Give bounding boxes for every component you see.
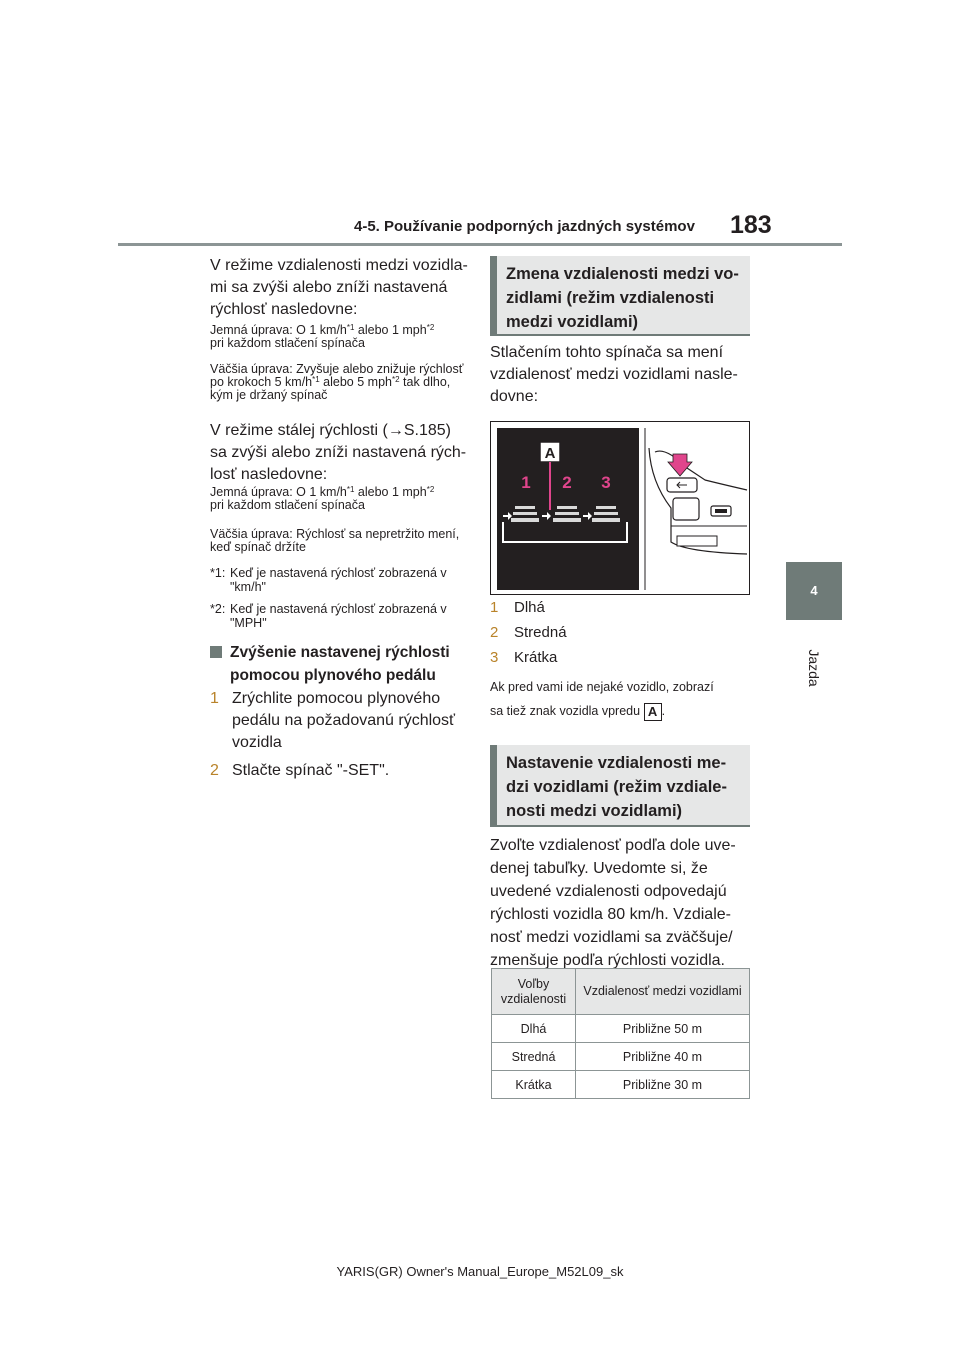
distance-label-3: 3 <box>601 473 611 492</box>
table-row <box>492 1043 750 1071</box>
footer-manual-id: YARIS(GR) Owner's Manual_Europe_M52L09_sk <box>336 1264 624 1279</box>
paragraph-change-distance: Stlačením tohto spínača sa mení vzdialenosť medzi vozidlami nasle-dovne: <box>490 344 738 405</box>
footnote-text: Keď je nastavená rýchlosť zobrazená v "MPH" <box>230 602 447 630</box>
table-header-row <box>492 969 750 1015</box>
footnote-ref: *1 <box>346 323 355 332</box>
note-end: . <box>661 704 666 718</box>
footnote-ref: *2 <box>391 375 400 384</box>
fine-adjust-text: alebo 1 mph <box>354 485 427 499</box>
footnote-text: Keď je nastavená rýchlosť zobrazená v "km/h" <box>230 566 447 594</box>
fine-adjust-text: alebo 1 mph <box>354 323 427 337</box>
footnote-2 <box>210 602 472 630</box>
note-text: Ak pred vami ide nejaké vozidlo, zobrazí <box>490 680 714 694</box>
vehicle-ahead-note <box>490 675 750 723</box>
distance-item-3 <box>490 648 750 668</box>
large-adjust-note-2: Väčšia úprava: Rýchlosť sa nepretržito mení, keď spínač držíte <box>210 527 460 554</box>
item-text: Stredná <box>514 624 567 641</box>
side-button-slot <box>715 509 727 513</box>
distance-bars-2 <box>553 506 581 522</box>
heading-set-distance: Nastavenie vzdialenosti me-dzi vozidlami (režim vzdiale-nosti medzi vozidlami) <box>490 745 750 827</box>
distance-bars-3 <box>592 506 620 522</box>
item-text: Dlhá <box>514 599 545 616</box>
large-adjust-text: tak dlho, kým je držaný spínač <box>210 375 451 402</box>
footnote-ref: *2 <box>426 485 435 494</box>
step-2 <box>210 760 472 782</box>
subheading-text: Zvýšenie nastavenej rýchlosti pomocou plynového pedálu <box>230 644 450 684</box>
fine-adjust-text: pri každom stlačení spínača <box>210 336 365 350</box>
figure-svg <box>491 422 750 595</box>
footnote-ref: *2 <box>426 323 435 332</box>
intro-distance-mode: V režime vzdialenosti medzi vozidla-mi sa zvýši alebo zníži nastavená rýchlosť nasledovne: <box>210 257 468 318</box>
step-number: 2 <box>210 762 219 779</box>
large-adjust-note-1 <box>210 363 472 402</box>
paragraph-set-distance: Zvoľte vzdialenosť podľa dole uve-denej tabuľky. Uvedomte si, že uvedené vzdialenosti odpovedajú rýchlosti vozidla 80 km/h. Vzdiale-nosť medzi vozidlami sa zväčšuje/ zmenšuje podľa rýchlosti vozidla. <box>490 837 736 969</box>
chapter-label: Jazda <box>806 649 822 687</box>
table-header: Vzdialenosť medzi vozidlami <box>576 969 750 1015</box>
intro-constant-mode: V režime stálej rýchlosti (→S.185) sa zvýši alebo zníži nastavená rých-losť nasledovne: <box>210 422 467 483</box>
cruise-switch <box>673 498 699 520</box>
footnote-mark: *2: <box>210 602 226 616</box>
step-text: Zrýchlite pomocou plynového pedálu na požadovanú rýchlosť vozidla <box>232 690 456 751</box>
fine-adjust-text: Jemná úprava: O 1 km/h <box>210 485 347 499</box>
table-cell: Približne 40 m <box>576 1043 750 1071</box>
table-cell: Dlhá <box>492 1015 576 1043</box>
table-cell: Približne 50 m <box>576 1015 750 1043</box>
table-cell: Približne 30 m <box>576 1071 750 1099</box>
header-rule <box>118 243 842 246</box>
table-row <box>492 1015 750 1043</box>
item-number: 2 <box>490 624 499 641</box>
footnote-ref: *1 <box>312 375 320 384</box>
footnote-mark: *1: <box>210 566 226 580</box>
note-text: sa tiež znak vozidla vpredu <box>490 704 641 718</box>
distance-item-2 <box>490 623 750 643</box>
press-arrow-icon <box>668 454 692 476</box>
item-number: 1 <box>490 599 499 616</box>
table-header: Voľby vzdialenosti <box>492 969 576 1015</box>
heading-change-distance: Zmena vzdialenosti medzi vo-zidlami (režim vzdialenosti medzi vozidlami) <box>490 256 750 336</box>
fine-adjust-note-2 <box>210 486 472 512</box>
distance-bars-1 <box>511 506 539 522</box>
distance-item-1 <box>490 598 750 618</box>
item-text: Krátka <box>514 649 558 666</box>
footnote-1 <box>210 566 472 594</box>
step-1 <box>210 688 472 754</box>
distance-table <box>491 968 750 1099</box>
fine-adjust-note-1 <box>210 324 472 350</box>
large-adjust-text: alebo 5 mph <box>319 375 392 389</box>
fine-adjust-text: Jemná úprava: O 1 km/h <box>210 323 347 337</box>
section-title: 4-5. Používanie podporných jazdných systémov <box>354 218 695 235</box>
distance-label-2: 2 <box>562 473 572 492</box>
label-a: A <box>544 445 556 462</box>
item-number: 3 <box>490 649 499 666</box>
label-a-badge: A <box>644 703 662 721</box>
distance-label-1: 1 <box>521 473 531 492</box>
step-text: Stlačte spínač "-SET". <box>232 762 390 779</box>
step-number: 1 <box>210 690 219 707</box>
large-adjust-text: Väčšia úprava: Zvyšuje alebo znižuje rýchlosť po krokoch 5 km/h <box>210 362 464 389</box>
table-row <box>492 1071 750 1099</box>
lower-panel <box>677 536 717 546</box>
footnote-ref: *1 <box>346 485 355 494</box>
table-cell: Stredná <box>492 1043 576 1071</box>
chapter-tab[interactable]: 4 <box>786 562 842 620</box>
square-bullet-icon <box>210 646 222 658</box>
subheading-accelerator <box>210 641 472 687</box>
fine-adjust-text: pri každom stlačení spínača <box>210 498 365 512</box>
distance-switch-figure <box>490 421 750 595</box>
table-cell: Krátka <box>492 1071 576 1099</box>
page-number: 183 <box>730 211 772 239</box>
